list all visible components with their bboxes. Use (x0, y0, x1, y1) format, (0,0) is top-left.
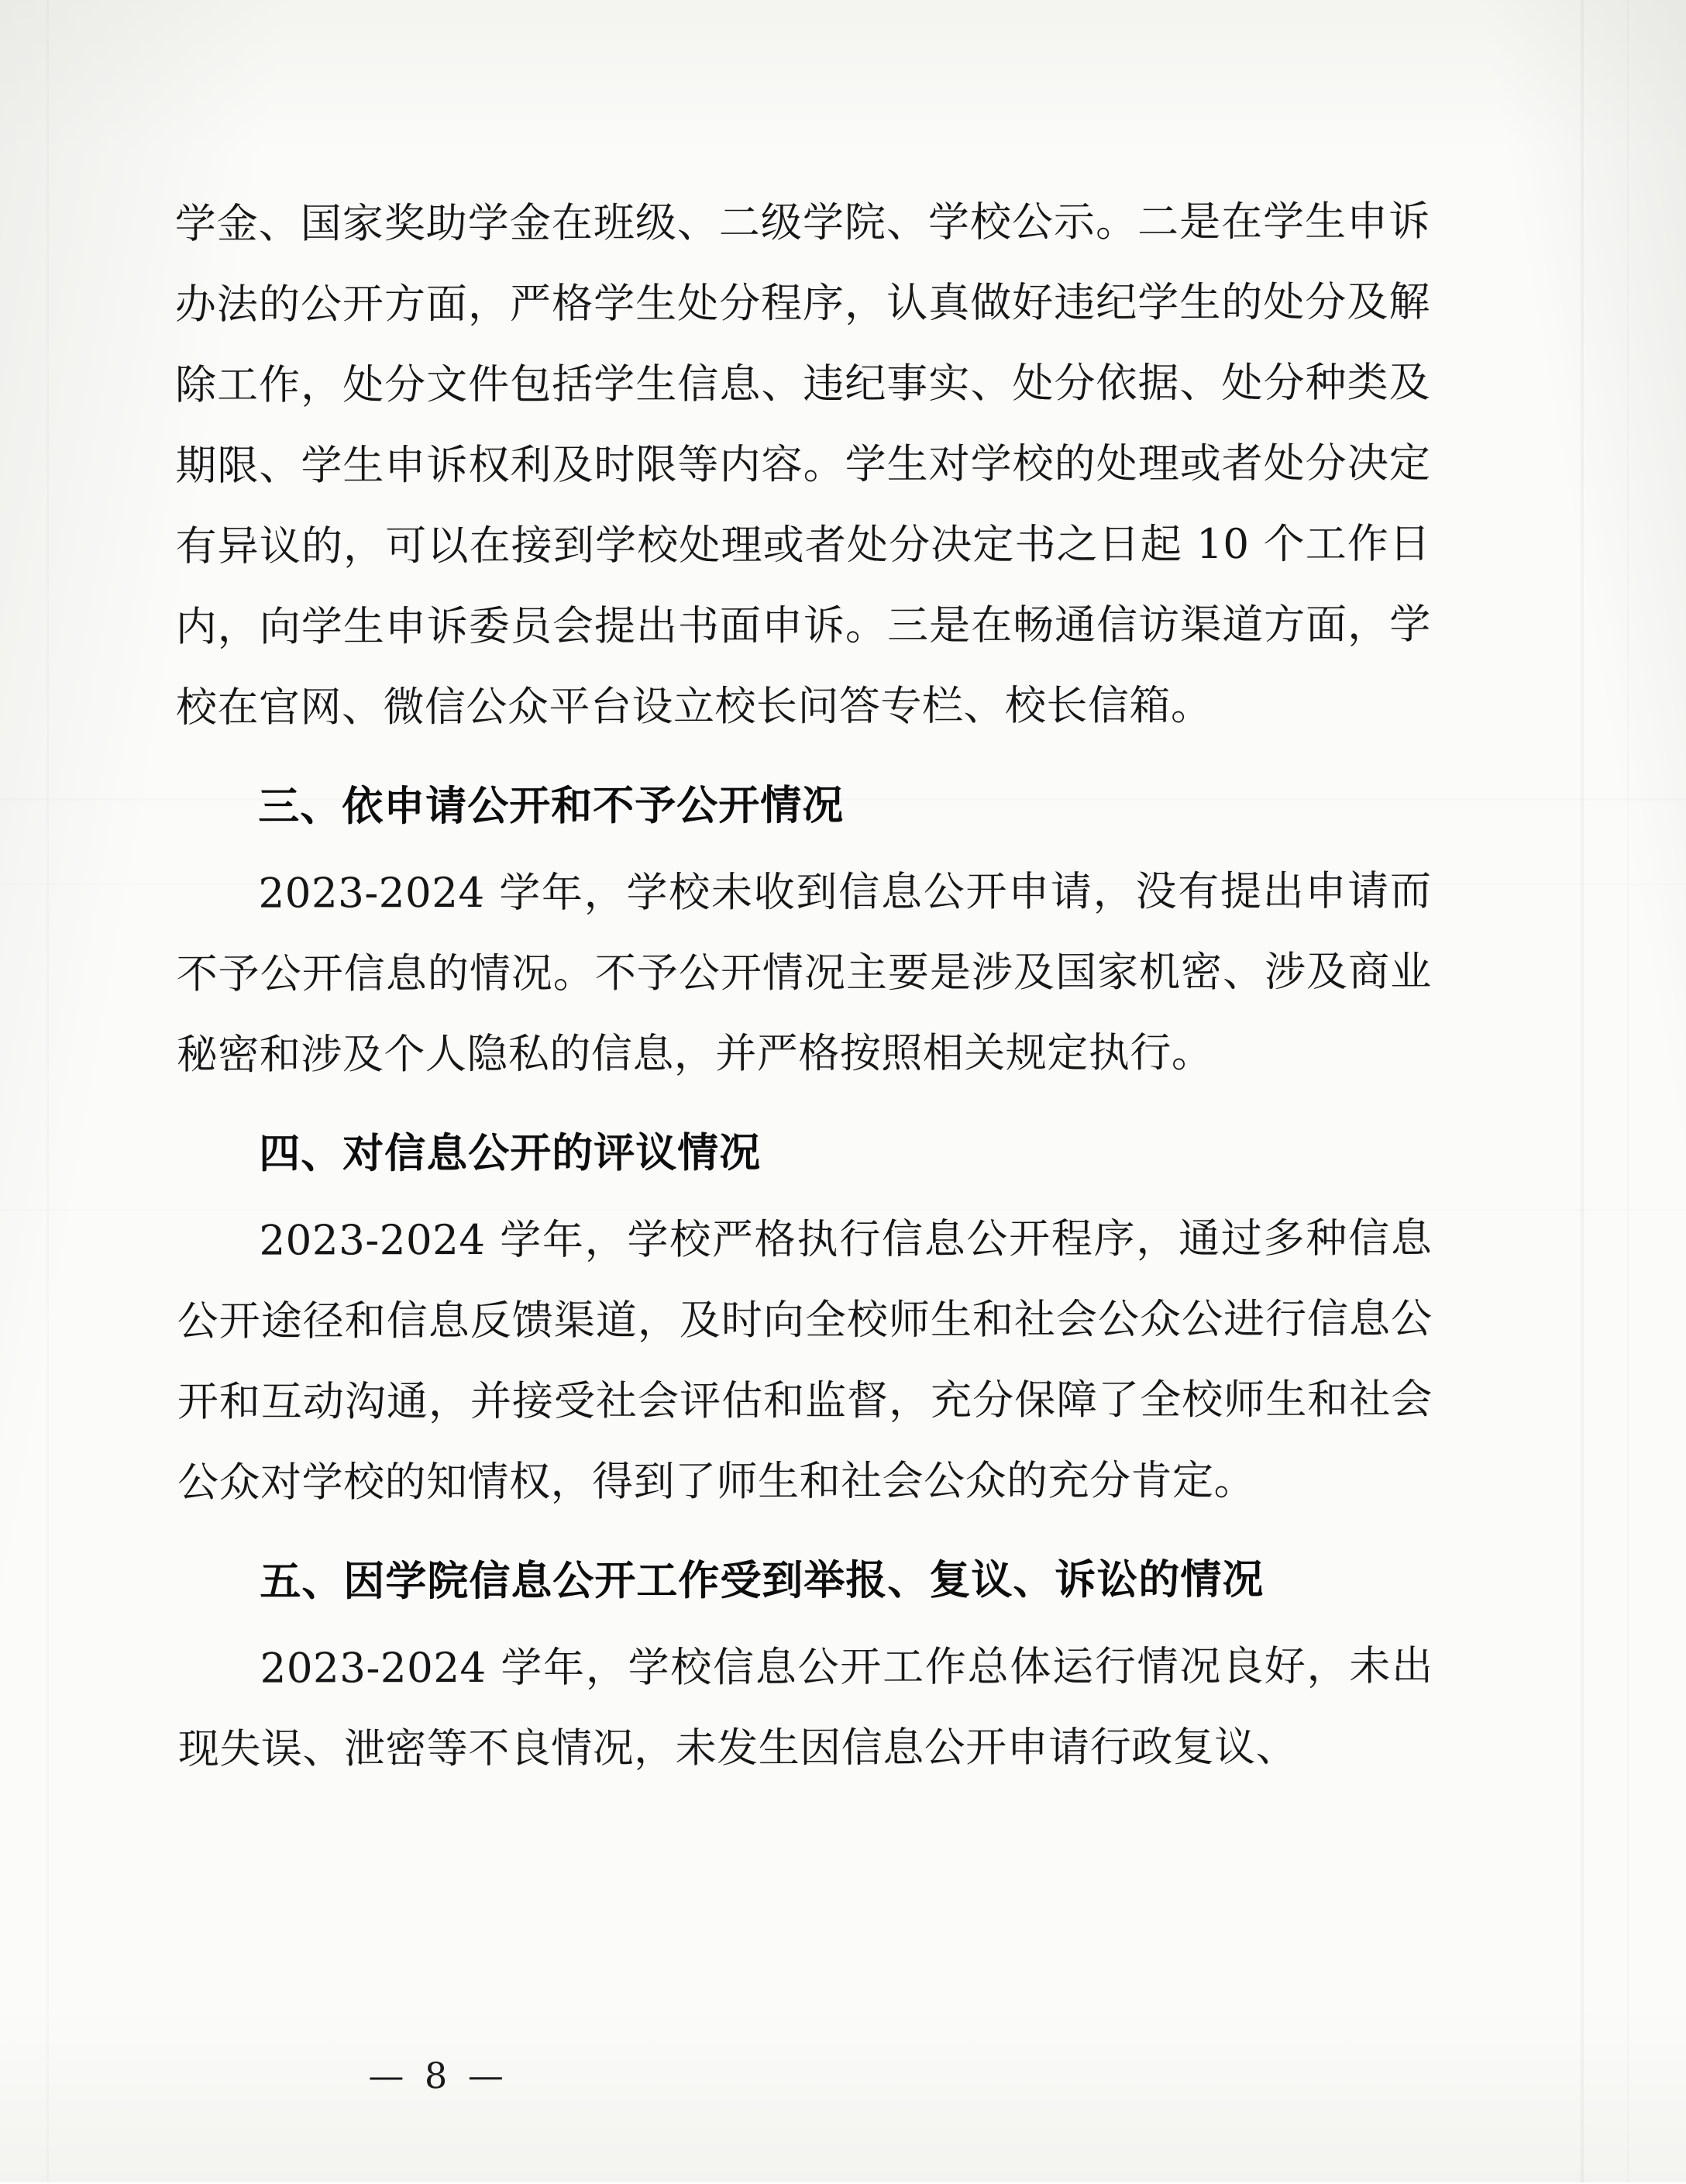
section-body-three: 2023-2024 学年，学校未收到信息公开申请，没有提出申请而不予公开信息的情况。不予公开情况主要是涉及国家机密、涉及商业秘密和涉及个人隐私的信息，并严格按照相关规定执行。 (176, 867, 1432, 1079)
page-number: — 8 — (368, 2054, 508, 2097)
section-body-four: 2023-2024 学年，学校严格执行信息公开程序，通过多种信息公开途径和信息反馈渠道，及时向全校师生和社会公众公进行信息公开和互动沟通，并接受社会评估和监督，充分保障了全校师生和社会公众对学校的知情权，得到了师生和社会公众的充分肯定。 (177, 1214, 1433, 1507)
section-heading-three: 三、依申请公开和不予公开情况 (258, 781, 845, 831)
section-heading-five: 五、因学院信息公开工作受到举报、复议、诉讼的情况 (260, 1555, 1264, 1606)
document-body (175, 181, 1433, 1790)
section-heading-four: 四、对信息公开的评议情况 (259, 1129, 762, 1178)
paragraph-continued: 学金、国家奖助学金在班级、二级学院、学校公示。二是在学生申诉办法的公开方面，严格学生处分程序，认真做好违纪学生的处分及解除工作，处分文件包括学生信息、违纪事实、处分依据、处分种类及期限、学生申诉权利及时限等内容。学生对学校的处理或者处分决定有异议的，可以在接到学校处理或者处分决定书之日起 10 个工作日内，向学生申诉委员会提出书面申诉。三是在畅通信访渠道方面，学校在官网、微信公众平台设立校长问答专栏、校长信箱。 (174, 198, 1431, 732)
section-body-five: 2023-2024 学年，学校信息公开工作总体运行情况良好，未出现失误、泄密等不良情况，未发生因信息公开申请行政复议、 (177, 1642, 1433, 1773)
